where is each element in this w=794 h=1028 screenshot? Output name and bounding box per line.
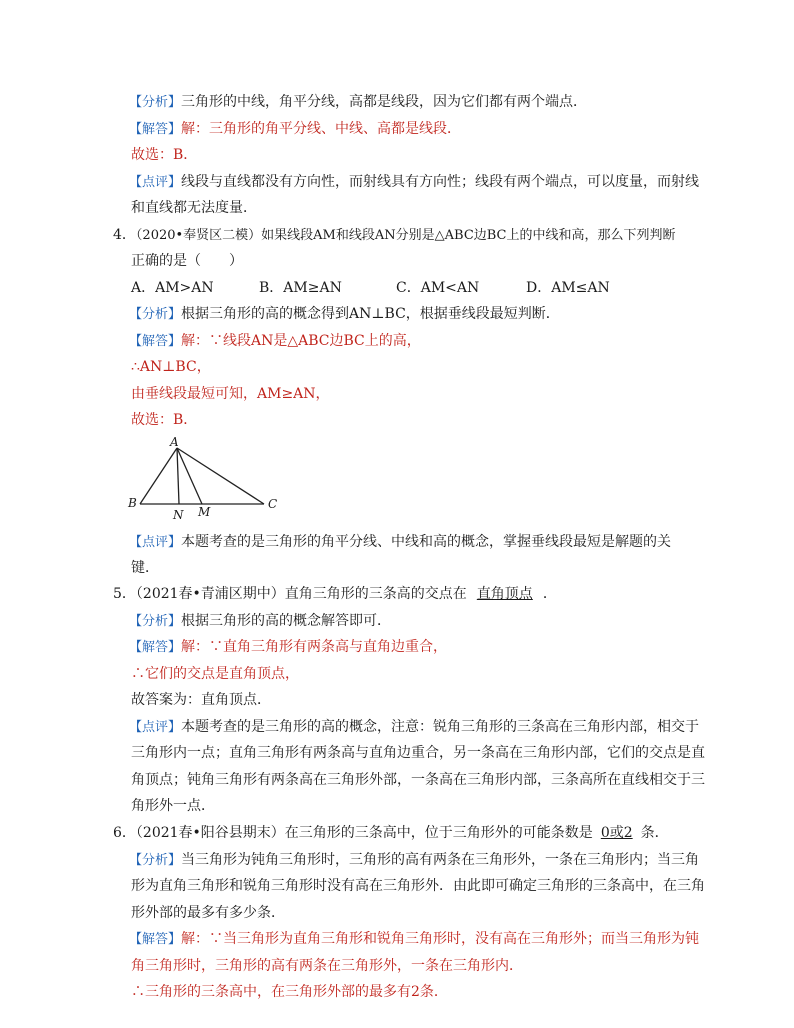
q4-option-d: D．AM≤AN [526, 280, 610, 296]
q6-answer-text-1: 解：∵当三角形为直角三角形和锐角三角形时，没有高在三角形外；而当三角形为钝 [181, 931, 700, 947]
q5-number: 5． [113, 586, 136, 602]
q6-answer-text-3: ∴三角形的三条高中，在三角形外部的最多有2条． [131, 984, 448, 1000]
q4-triangle-figure [122, 434, 292, 524]
q5-answer-text-2: ∴它们的交点是直角顶点， [131, 666, 299, 682]
q6-stem-pre: （2021春•阳谷县期末）在三角形的三条高中，位于三角形外的可能条数是 [135, 825, 593, 841]
q4-option-a: A．AM>AN [131, 280, 214, 296]
q4-stem-line-1 [113, 225, 676, 246]
q4-stem-2: 正确的是（ ） [131, 253, 243, 269]
analysis-tag: 【分析】 [129, 853, 182, 868]
q5-comment-text-1: 本题考查的是三角形的高的概念，注意：锐角三角形的三条高在三角形内部，相交于 [181, 719, 700, 735]
prev-comment-line [129, 172, 699, 193]
q4-choice: 故选：B． [131, 412, 198, 428]
q5-comment-line [129, 717, 699, 738]
q6-stem-post: 条． [640, 825, 669, 841]
q5-comment-text-4: 角形外一点． [131, 798, 215, 814]
q4-number: 4． [113, 227, 136, 243]
q5-analysis-line [129, 611, 391, 632]
prev-answer-text: 解：三角形的角平分线、中线、高都是线段． [181, 121, 462, 137]
comment-tag: 【点评】 [129, 720, 182, 735]
q6-number: 6． [113, 825, 136, 841]
q6-analysis-text-2: 形为直角三角形和锐角三角形时没有高在三角形外．由此即可确定三角形的三条高中，在三角 [131, 878, 705, 894]
q5-stem-pre: （2021春•青浦区期中）直角三角形的三条高的交点在 [135, 586, 467, 602]
prev-comment-text-1: 线段与直线都没有方向性，而射线具有方向性；线段有两个端点，可以度量，而射线 [181, 174, 700, 190]
q4-stem-1: （2020•奉贤区二模）如果线段AM和线段AN分别是△ABC边BC上的中线和高，那么下列判断 [135, 228, 676, 243]
analysis-tag: 【分析】 [129, 307, 182, 322]
q5-stem-line [113, 584, 557, 604]
q4-option-b: B．AM≥AN [259, 280, 342, 296]
q4-analysis-line [129, 304, 560, 325]
q4-option-c: C．AM<AN [396, 280, 480, 296]
q6-answer-line [129, 929, 699, 950]
q6-analysis-line [129, 850, 699, 871]
q5-analysis-text: 根据三角形的高的概念解答即可． [181, 613, 392, 629]
q5-answer-line [129, 637, 447, 658]
label-b: B [128, 496, 137, 510]
answer-tag: 【解答】 [129, 122, 182, 137]
answer-tag: 【解答】 [129, 334, 182, 349]
q5-stem-post: ． [542, 586, 557, 602]
prev-choice: 故选：B． [131, 147, 198, 163]
prev-comment-text-2: 和直线都无法度量． [131, 200, 257, 216]
prev-answer-line [129, 119, 461, 140]
q4-comment-text-2: 键． [131, 560, 159, 576]
q4-comment-line [129, 532, 671, 553]
analysis-tag: 【分析】 [129, 614, 182, 629]
q5-answer-text-3: 故答案为：直角顶点． [131, 692, 271, 708]
q4-comment-text-1: 本题考查的是三角形的角平分线、中线和高的概念，掌握垂线段最短是解题的关 [181, 534, 672, 550]
label-n: N [173, 508, 184, 522]
q6-stem-line [113, 823, 669, 843]
q5-blank-answer: 直角顶点 [476, 586, 533, 602]
label-c: C [268, 497, 278, 511]
prev-analysis-line [129, 92, 587, 113]
q5-comment-text-2: 三角形内一点；直角三角形有两条高与直角边重合，另一条高在三角形内部，它们的交点是直 [131, 745, 705, 761]
label-m: M [198, 505, 211, 519]
comment-tag: 【点评】 [129, 175, 182, 190]
q4-analysis-text: 根据三角形的高的概念得到AN⊥BC，根据垂线段最短判断． [181, 306, 560, 322]
prev-analysis-text: 三角形的中线，角平分线，高都是线段，因为它们都有两个端点． [181, 94, 588, 110]
analysis-tag: 【分析】 [129, 95, 182, 110]
q5-answer-text-1: 解：∵直角三角形有两条高与直角边重合， [181, 639, 448, 655]
altitude-an [177, 448, 179, 504]
q4-answer-line [129, 331, 421, 352]
label-a: A [170, 435, 179, 449]
q4-answer-text-3: 由垂线段最短可知，AM≥AN， [131, 386, 330, 402]
answer-tag: 【解答】 [129, 932, 182, 947]
side-ab [140, 448, 177, 504]
q6-analysis-text-3: 形外部的最多有多少条． [131, 905, 285, 921]
q4-answer-text-1: 解：∵线段AN是△ABC边BC上的高， [181, 333, 421, 349]
answer-tag: 【解答】 [129, 640, 182, 655]
q6-answer-text-2: 角三角形时，三角形的高有两条在三角形外，一条在三角形内． [131, 958, 523, 974]
q6-blank-answer: 0或2 [600, 825, 633, 841]
comment-tag: 【点评】 [129, 535, 182, 550]
q6-analysis-text-1: 当三角形为钝角三角形时，三角形的高有两条在三角形外，一条在三角形内；当三角 [181, 852, 700, 868]
q4-answer-text-2: ∴AN⊥BC， [131, 359, 211, 375]
q5-comment-text-3: 角顶点；钝角三角形有两条高在三角形外部，一条高在三角形内部，三条高所在直线相交于三 [131, 772, 705, 788]
